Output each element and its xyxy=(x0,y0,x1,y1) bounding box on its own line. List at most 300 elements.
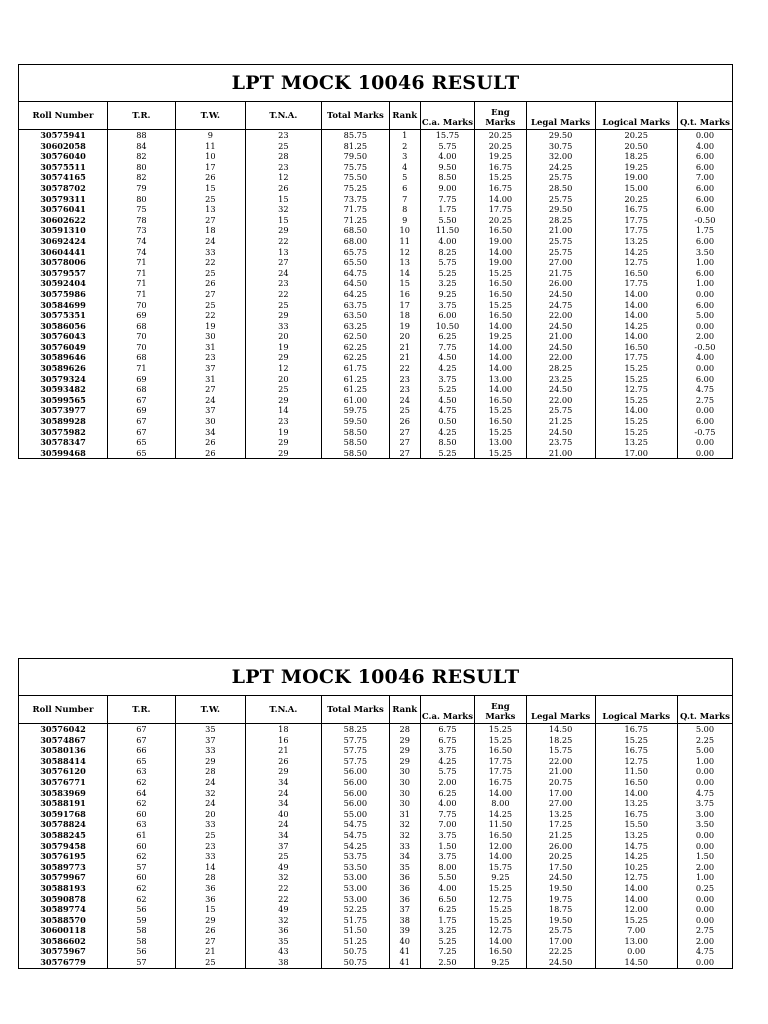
table-cell: 29.50 xyxy=(526,204,595,215)
table-cell: 24 xyxy=(389,395,420,406)
table-cell: 12.75 xyxy=(595,872,677,883)
table-cell: 24.50 xyxy=(526,872,595,883)
table-cell: 24.50 xyxy=(526,289,595,300)
roll-number-cell: 30574867 xyxy=(19,735,107,746)
table-cell: 12 xyxy=(245,363,321,374)
table-cell: 24 xyxy=(175,236,245,247)
table-cell: 25 xyxy=(245,851,321,862)
table-cell: 73 xyxy=(107,225,175,236)
table-cell: 8 xyxy=(389,204,420,215)
table-cell: 58.25 xyxy=(321,724,389,735)
roll-number-cell: 30578347 xyxy=(19,437,107,448)
table-cell: 22.00 xyxy=(526,756,595,767)
table-cell: 10 xyxy=(389,225,420,236)
table-cell: 16.75 xyxy=(475,183,526,194)
table-cell: 3.50 xyxy=(677,247,732,258)
table-cell: 18 xyxy=(389,310,420,321)
table-cell: 29 xyxy=(389,756,420,767)
table-cell: 24.50 xyxy=(526,342,595,353)
table-cell: 4.00 xyxy=(677,141,732,152)
table-cell: 63.25 xyxy=(321,321,389,332)
table-cell: 8.50 xyxy=(420,172,475,183)
table-cell: 6.00 xyxy=(677,204,732,215)
roll-number-cell: 30576041 xyxy=(19,204,107,215)
table-cell: 41 xyxy=(389,957,420,968)
column-header: Rank xyxy=(389,102,420,130)
table-cell: 28.25 xyxy=(526,215,595,226)
column-header: Legal Marks xyxy=(526,696,595,724)
table-cell: 5.00 xyxy=(677,745,732,756)
table-cell: 69 xyxy=(107,310,175,321)
table-cell: 4.75 xyxy=(420,405,475,416)
table-row xyxy=(19,745,732,756)
table-cell: 14.00 xyxy=(595,300,677,311)
table-row xyxy=(19,405,732,416)
table-cell: 20.25 xyxy=(475,130,526,141)
table-cell: 29 xyxy=(389,735,420,746)
table-cell: 75.50 xyxy=(321,172,389,183)
table-cell: 15.25 xyxy=(475,300,526,311)
table-cell: 78 xyxy=(107,215,175,226)
table-cell: 3.50 xyxy=(677,819,732,830)
roll-number-cell: 30591310 xyxy=(19,225,107,236)
roll-number-cell: 30575986 xyxy=(19,289,107,300)
table-cell: 62.50 xyxy=(321,331,389,342)
table-cell: 24 xyxy=(175,395,245,406)
table-cell: 67 xyxy=(107,427,175,438)
table-cell: 56.00 xyxy=(321,788,389,799)
table-cell: 71 xyxy=(107,289,175,300)
table-cell: 14.00 xyxy=(595,788,677,799)
table-cell: 16.50 xyxy=(475,946,526,957)
table-cell: 27 xyxy=(175,289,245,300)
table-cell: 57 xyxy=(107,957,175,968)
table-row xyxy=(19,363,732,374)
table-cell: 2 xyxy=(389,141,420,152)
table-cell: 68 xyxy=(107,384,175,395)
table-row xyxy=(19,862,732,873)
table-cell: 8.25 xyxy=(420,247,475,258)
table-cell: 20.25 xyxy=(475,215,526,226)
table-cell: 23.75 xyxy=(526,437,595,448)
table-cell: 11 xyxy=(175,141,245,152)
table-cell: 4.50 xyxy=(420,395,475,406)
table-cell: 26 xyxy=(245,183,321,194)
table-cell: 28 xyxy=(175,872,245,883)
table-cell: 4.50 xyxy=(420,352,475,363)
table-cell: 75.25 xyxy=(321,183,389,194)
table-cell: 23 xyxy=(245,416,321,427)
table-cell: 22.00 xyxy=(526,352,595,363)
table-cell: 19.00 xyxy=(475,257,526,268)
table-cell: 16.50 xyxy=(475,395,526,406)
roll-number-cell: 30593482 xyxy=(19,384,107,395)
table-cell: 6.25 xyxy=(420,331,475,342)
table-cell: 6.00 xyxy=(420,310,475,321)
table-cell: 18.75 xyxy=(526,904,595,915)
table-cell: 14.75 xyxy=(595,841,677,852)
table-cell: 8.50 xyxy=(420,437,475,448)
table-cell: 26 xyxy=(175,925,245,936)
column-header: Eng Marks xyxy=(475,696,526,724)
table-cell: 16.50 xyxy=(595,268,677,279)
table-cell: 2.00 xyxy=(677,936,732,947)
table-cell: 17.50 xyxy=(526,862,595,873)
table-cell: 1.75 xyxy=(420,915,475,926)
table-cell: 71.75 xyxy=(321,204,389,215)
table-cell: 35 xyxy=(245,936,321,947)
table-cell: 36 xyxy=(175,894,245,905)
column-header: Roll Number xyxy=(19,102,107,130)
table-row xyxy=(19,162,732,173)
table-cell: 75.75 xyxy=(321,162,389,173)
table-cell: 22 xyxy=(245,894,321,905)
table-cell: 0.00 xyxy=(677,130,732,141)
table-body xyxy=(19,724,732,968)
table-cell: 0.00 xyxy=(677,437,732,448)
table-cell: 15 xyxy=(245,194,321,205)
table-row xyxy=(19,448,732,459)
table-cell: 61 xyxy=(107,830,175,841)
table-cell: 15.75 xyxy=(526,745,595,756)
table-cell: 24.25 xyxy=(526,162,595,173)
table-cell: 73.75 xyxy=(321,194,389,205)
roll-number-cell: 30589626 xyxy=(19,363,107,374)
table-cell: 18.25 xyxy=(526,735,595,746)
table-cell: 9.25 xyxy=(475,872,526,883)
table-cell: 12.00 xyxy=(595,904,677,915)
table-row xyxy=(19,883,732,894)
table-cell: 68.50 xyxy=(321,225,389,236)
table-cell: 32 xyxy=(245,872,321,883)
table-cell: 29 xyxy=(175,756,245,767)
table-cell: 25.75 xyxy=(526,247,595,258)
table-row xyxy=(19,777,732,788)
table-row xyxy=(19,141,732,152)
table-cell: 7.75 xyxy=(420,342,475,353)
table-cell: 25 xyxy=(175,194,245,205)
table-cell: 20.25 xyxy=(475,141,526,152)
table-cell: 27 xyxy=(175,936,245,947)
table-cell: 21.00 xyxy=(526,766,595,777)
table-cell: 57.75 xyxy=(321,756,389,767)
table-cell: 12.75 xyxy=(475,894,526,905)
table-cell: 56.00 xyxy=(321,777,389,788)
table-cell: 15 xyxy=(389,278,420,289)
table-cell: 8.00 xyxy=(475,798,526,809)
table-cell: 64.75 xyxy=(321,268,389,279)
roll-number-cell: 30588193 xyxy=(19,883,107,894)
table-cell: 58.50 xyxy=(321,427,389,438)
column-header: Eng Marks xyxy=(475,102,526,130)
table-cell: 66 xyxy=(107,745,175,756)
table-cell: 33 xyxy=(175,851,245,862)
table-cell: 51.75 xyxy=(321,915,389,926)
table-cell: 3.75 xyxy=(420,745,475,756)
table-cell: 67 xyxy=(107,416,175,427)
table-cell: 0.00 xyxy=(677,841,732,852)
table-cell: 20 xyxy=(175,809,245,820)
table-cell: 30 xyxy=(175,416,245,427)
table-cell: 60 xyxy=(107,809,175,820)
table-cell: 32 xyxy=(389,819,420,830)
table-cell: 30 xyxy=(389,798,420,809)
table-cell: 22 xyxy=(245,289,321,300)
table-cell: 6.00 xyxy=(677,374,732,385)
table-cell: 27 xyxy=(245,257,321,268)
roll-number-cell: 30576040 xyxy=(19,151,107,162)
table-cell: 13.25 xyxy=(595,236,677,247)
table-cell: 15.25 xyxy=(595,395,677,406)
table-cell: 7.00 xyxy=(677,172,732,183)
table-cell: 41 xyxy=(389,946,420,957)
roll-number-cell: 30579324 xyxy=(19,374,107,385)
table-cell: 82 xyxy=(107,172,175,183)
table-row xyxy=(19,225,732,236)
roll-number-cell: 30579967 xyxy=(19,872,107,883)
table-cell: 14.00 xyxy=(475,788,526,799)
table-cell: 36 xyxy=(389,894,420,905)
roll-number-cell: 30602058 xyxy=(19,141,107,152)
table-cell: 16.50 xyxy=(475,416,526,427)
table-cell: 12.75 xyxy=(475,925,526,936)
table-cell: 12.75 xyxy=(595,384,677,395)
table-cell: 26 xyxy=(175,278,245,289)
roll-number-cell: 30692424 xyxy=(19,236,107,247)
table-cell: 79.50 xyxy=(321,151,389,162)
table-cell: 4.75 xyxy=(677,788,732,799)
table-cell: 43 xyxy=(245,946,321,957)
table-cell: 62 xyxy=(107,851,175,862)
table-cell: 18 xyxy=(245,724,321,735)
roll-number-cell: 30588570 xyxy=(19,915,107,926)
table-cell: 13.00 xyxy=(475,437,526,448)
table-cell: 58.50 xyxy=(321,437,389,448)
table-cell: 32 xyxy=(245,204,321,215)
table-cell: 29 xyxy=(245,395,321,406)
table-cell: 0.00 xyxy=(677,830,732,841)
table-row xyxy=(19,946,732,957)
table-row xyxy=(19,416,732,427)
table-cell: 65.75 xyxy=(321,247,389,258)
roll-number-cell: 30576779 xyxy=(19,957,107,968)
column-header: Total Marks xyxy=(321,102,389,130)
table-cell: 68 xyxy=(107,352,175,363)
table-cell: 4.00 xyxy=(420,236,475,247)
table-cell: 13 xyxy=(245,247,321,258)
table-cell: 31 xyxy=(175,374,245,385)
table-cell: 34 xyxy=(389,851,420,862)
table-cell: 27 xyxy=(389,437,420,448)
table-cell: 21 xyxy=(389,342,420,353)
table-cell: 64.25 xyxy=(321,289,389,300)
table-cell: 11 xyxy=(389,236,420,247)
table-cell: 19 xyxy=(175,321,245,332)
table-cell: 33 xyxy=(175,247,245,258)
table-cell: 6.00 xyxy=(677,268,732,279)
table-cell: 14.25 xyxy=(595,851,677,862)
table-cell: 26 xyxy=(389,416,420,427)
table-cell: 0.00 xyxy=(677,904,732,915)
table-cell: 16 xyxy=(389,289,420,300)
result-table-1 xyxy=(18,64,733,459)
table-cell: 6.00 xyxy=(677,416,732,427)
table-cell: 74 xyxy=(107,247,175,258)
table-cell: 15.25 xyxy=(475,268,526,279)
table-cell: 1.00 xyxy=(677,872,732,883)
table-cell: 4.25 xyxy=(420,756,475,767)
table-cell: 13.25 xyxy=(595,437,677,448)
table-cell: 49 xyxy=(245,904,321,915)
table-cell: 18 xyxy=(175,225,245,236)
table-cell: 13.25 xyxy=(526,809,595,820)
table-cell: 14.25 xyxy=(595,321,677,332)
table-cell: 36 xyxy=(175,883,245,894)
table-cell: 0.00 xyxy=(677,766,732,777)
table-cell: 16.50 xyxy=(475,745,526,756)
roll-number-cell: 30600118 xyxy=(19,925,107,936)
table-cell: 40 xyxy=(245,809,321,820)
table-cell: 22 xyxy=(245,236,321,247)
table-cell: 14.00 xyxy=(595,310,677,321)
table-cell: 37 xyxy=(245,841,321,852)
table-cell: 0.50 xyxy=(420,416,475,427)
table-cell: 51.50 xyxy=(321,925,389,936)
table-cell: 15.00 xyxy=(595,183,677,194)
table-cell: 29 xyxy=(245,766,321,777)
table-cell: 6.00 xyxy=(677,194,732,205)
table-cell: 6.00 xyxy=(677,151,732,162)
table-cell: 1.75 xyxy=(677,225,732,236)
roll-number-cell: 30575351 xyxy=(19,310,107,321)
table-cell: 6.75 xyxy=(420,735,475,746)
roll-number-cell: 30599565 xyxy=(19,395,107,406)
table-cell: 33 xyxy=(389,841,420,852)
table-cell: 22 xyxy=(245,883,321,894)
roll-number-cell: 30592404 xyxy=(19,278,107,289)
table-cell: 52.25 xyxy=(321,904,389,915)
table-cell: 53.00 xyxy=(321,894,389,905)
table-cell: 56 xyxy=(107,904,175,915)
table-cell: 75 xyxy=(107,204,175,215)
table-row xyxy=(19,798,732,809)
table-row xyxy=(19,247,732,258)
table-cell: 62 xyxy=(107,894,175,905)
table-cell: 6.00 xyxy=(677,300,732,311)
roll-number-cell: 30604441 xyxy=(19,247,107,258)
table-cell: 56.00 xyxy=(321,766,389,777)
table-cell: 29.50 xyxy=(526,130,595,141)
table-cell: 23 xyxy=(245,162,321,173)
table-row xyxy=(19,819,732,830)
table-cell: 7.00 xyxy=(420,819,475,830)
table-cell: 14 xyxy=(389,268,420,279)
table-cell: 20 xyxy=(245,374,321,385)
table-cell: 56 xyxy=(107,946,175,957)
table-cell: 62 xyxy=(107,883,175,894)
table-cell: 5 xyxy=(389,172,420,183)
table-cell: 54.75 xyxy=(321,819,389,830)
table-cell: 65 xyxy=(107,448,175,459)
table-cell: 16.75 xyxy=(595,204,677,215)
table-cell: 39 xyxy=(389,925,420,936)
table-cell: 5.50 xyxy=(420,215,475,226)
table-cell: 20.25 xyxy=(595,194,677,205)
roll-number-cell: 30583969 xyxy=(19,788,107,799)
table-cell: 60 xyxy=(107,841,175,852)
table-cell: 17.00 xyxy=(526,936,595,947)
table-cell: 85.75 xyxy=(321,130,389,141)
table-cell: 34 xyxy=(245,798,321,809)
table-cell: 7.00 xyxy=(595,925,677,936)
table-cell: 0.00 xyxy=(595,946,677,957)
table-row xyxy=(19,215,732,226)
table-cell: 29 xyxy=(389,745,420,756)
table-cell: 6 xyxy=(389,183,420,194)
table-cell: 24.50 xyxy=(526,957,595,968)
table-cell: 81.25 xyxy=(321,141,389,152)
column-header: C.a. Marks xyxy=(420,102,475,130)
table-cell: 23 xyxy=(245,130,321,141)
table-cell: 14 xyxy=(245,405,321,416)
table-cell: 67 xyxy=(107,395,175,406)
table-cell: 60 xyxy=(107,872,175,883)
table-cell: 59.75 xyxy=(321,405,389,416)
table-cell: 12.75 xyxy=(595,756,677,767)
table-cell: 13.00 xyxy=(595,936,677,947)
table-cell: 19 xyxy=(389,321,420,332)
table-cell: 15.25 xyxy=(475,427,526,438)
table-cell: -0.50 xyxy=(677,215,732,226)
table-cell: 0.00 xyxy=(677,777,732,788)
roll-number-cell: 30584699 xyxy=(19,300,107,311)
table-cell: 17.75 xyxy=(595,352,677,363)
table-cell: 15.25 xyxy=(475,735,526,746)
table-cell: 28 xyxy=(245,151,321,162)
table-row xyxy=(19,289,732,300)
table-cell: 4.75 xyxy=(677,384,732,395)
table-cell: 5.75 xyxy=(420,257,475,268)
table-cell: 21.25 xyxy=(526,830,595,841)
table-cell: 58 xyxy=(107,936,175,947)
table-cell: 7 xyxy=(389,194,420,205)
table-cell: 17.25 xyxy=(526,819,595,830)
table-cell: 64.50 xyxy=(321,278,389,289)
roll-number-cell: 30573977 xyxy=(19,405,107,416)
table-cell: 25.75 xyxy=(526,236,595,247)
table-cell: 65 xyxy=(107,437,175,448)
table-cell: 28.25 xyxy=(526,363,595,374)
table-cell: 15.25 xyxy=(595,374,677,385)
table-cell: 57 xyxy=(107,862,175,873)
table-cell: 55.00 xyxy=(321,809,389,820)
table-cell: 25.75 xyxy=(526,194,595,205)
table-title: LPT MOCK 10046 RESULT xyxy=(19,65,732,102)
table-row xyxy=(19,788,732,799)
table-cell: 16.50 xyxy=(475,830,526,841)
table-cell: 30.75 xyxy=(526,141,595,152)
table-cell: 69 xyxy=(107,374,175,385)
table-cell: 3.75 xyxy=(677,798,732,809)
table-cell: 13 xyxy=(389,257,420,268)
table-cell: 71 xyxy=(107,268,175,279)
table-cell: 58.50 xyxy=(321,448,389,459)
table-cell: 57.75 xyxy=(321,745,389,756)
table-cell: 21 xyxy=(175,946,245,957)
table-cell: 3.25 xyxy=(420,278,475,289)
table-cell: 0.25 xyxy=(677,883,732,894)
table-cell: 7.25 xyxy=(420,946,475,957)
